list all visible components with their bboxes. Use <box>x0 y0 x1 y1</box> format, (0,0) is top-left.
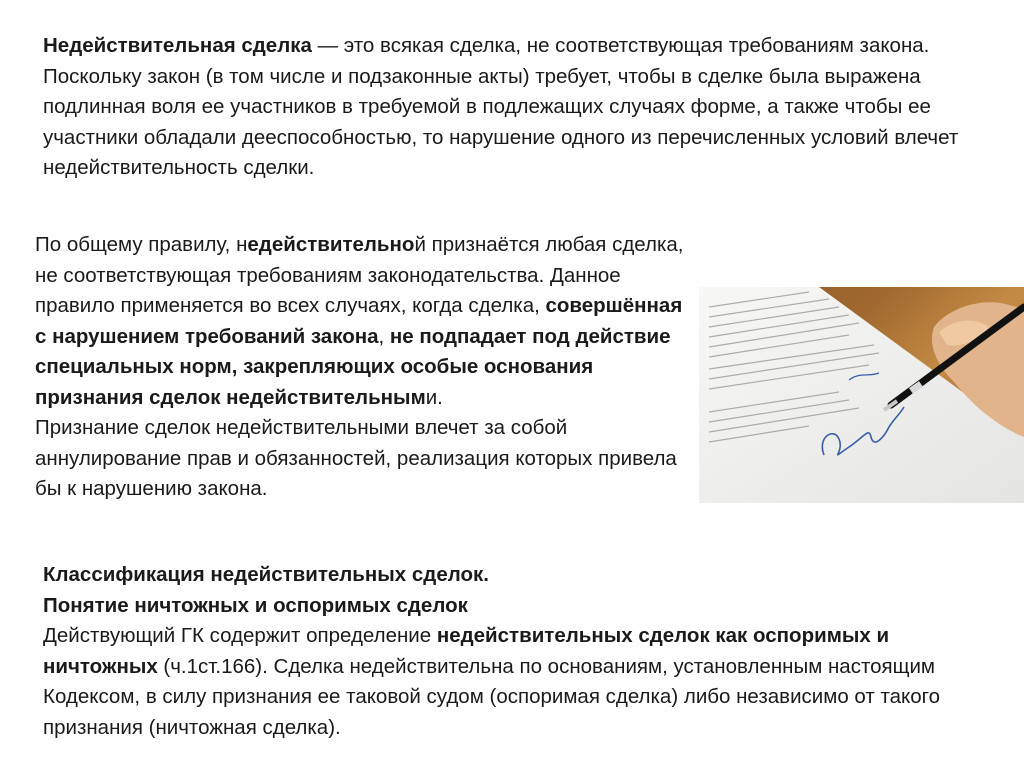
definition-text: — это всякая сделка, не соответствующая требованиям закона. <box>311 34 930 57</box>
general-rule-paragraph <box>35 230 685 413</box>
class-bold-1: недействительных сделок как оспоримых и ничтожных <box>43 624 890 678</box>
rule-bold-2: совершённая с нарушением требований закона <box>35 294 683 348</box>
classification-heading <box>43 560 1003 591</box>
heading-classification: Классификация недействительных сделок. <box>43 563 489 586</box>
term-invalid-deal: Недействительная сделка <box>43 34 312 57</box>
general-rule-block <box>35 230 685 505</box>
rule-bold-3: не подпадает под действие специальных норм, закрепляющих особые основания признания сделок недействительным <box>35 324 671 409</box>
rule-bold-1: едействительно <box>247 233 415 256</box>
signing-document-photo <box>699 287 1024 503</box>
rule-text-1: По общему правилу, н <box>35 233 248 256</box>
class-text-1: Действующий ГК содержит определение <box>43 624 437 647</box>
concept-heading <box>43 591 1003 622</box>
definition-paragraph <box>43 31 1003 62</box>
rule-text-4: и. <box>425 385 443 409</box>
consequences-paragraph: Признание сделок недействительными влечет за собой аннулирование прав и обязанностей, реализация которых привела бы к нарушению закона. <box>35 416 677 500</box>
definition-block <box>43 31 1003 184</box>
explanation-paragraph: Поскольку закон (в том числе и подзаконные акты) требует, чтобы в сделке была выражена подлинная воля ее участников в требуемой в подлежащих случаях форме, а также чтобы ее участники обладали дееспособностью, то нарушение одного из перечисленных условий влечет недействительность сделки. <box>43 64 959 179</box>
heading-concept: Понятие ничтожных и оспоримых сделок <box>43 593 468 617</box>
rule-text-3: , <box>378 324 390 348</box>
class-text-2: (ч.1ст.166). Сделка недействительна по основаниям, установленным настоящим Кодексом, в силу признания ее таковой судом (оспоримая сделка) либо независимо от такого признания (ничтожная сделка). <box>43 654 941 739</box>
classification-block <box>43 560 1003 743</box>
classification-paragraph <box>43 621 1003 743</box>
rule-text-2: й признаётся любая сделка, не соответствующая требованиям законодательства. Данное правило применяется во всех случаях, когда сделка, <box>35 233 684 317</box>
